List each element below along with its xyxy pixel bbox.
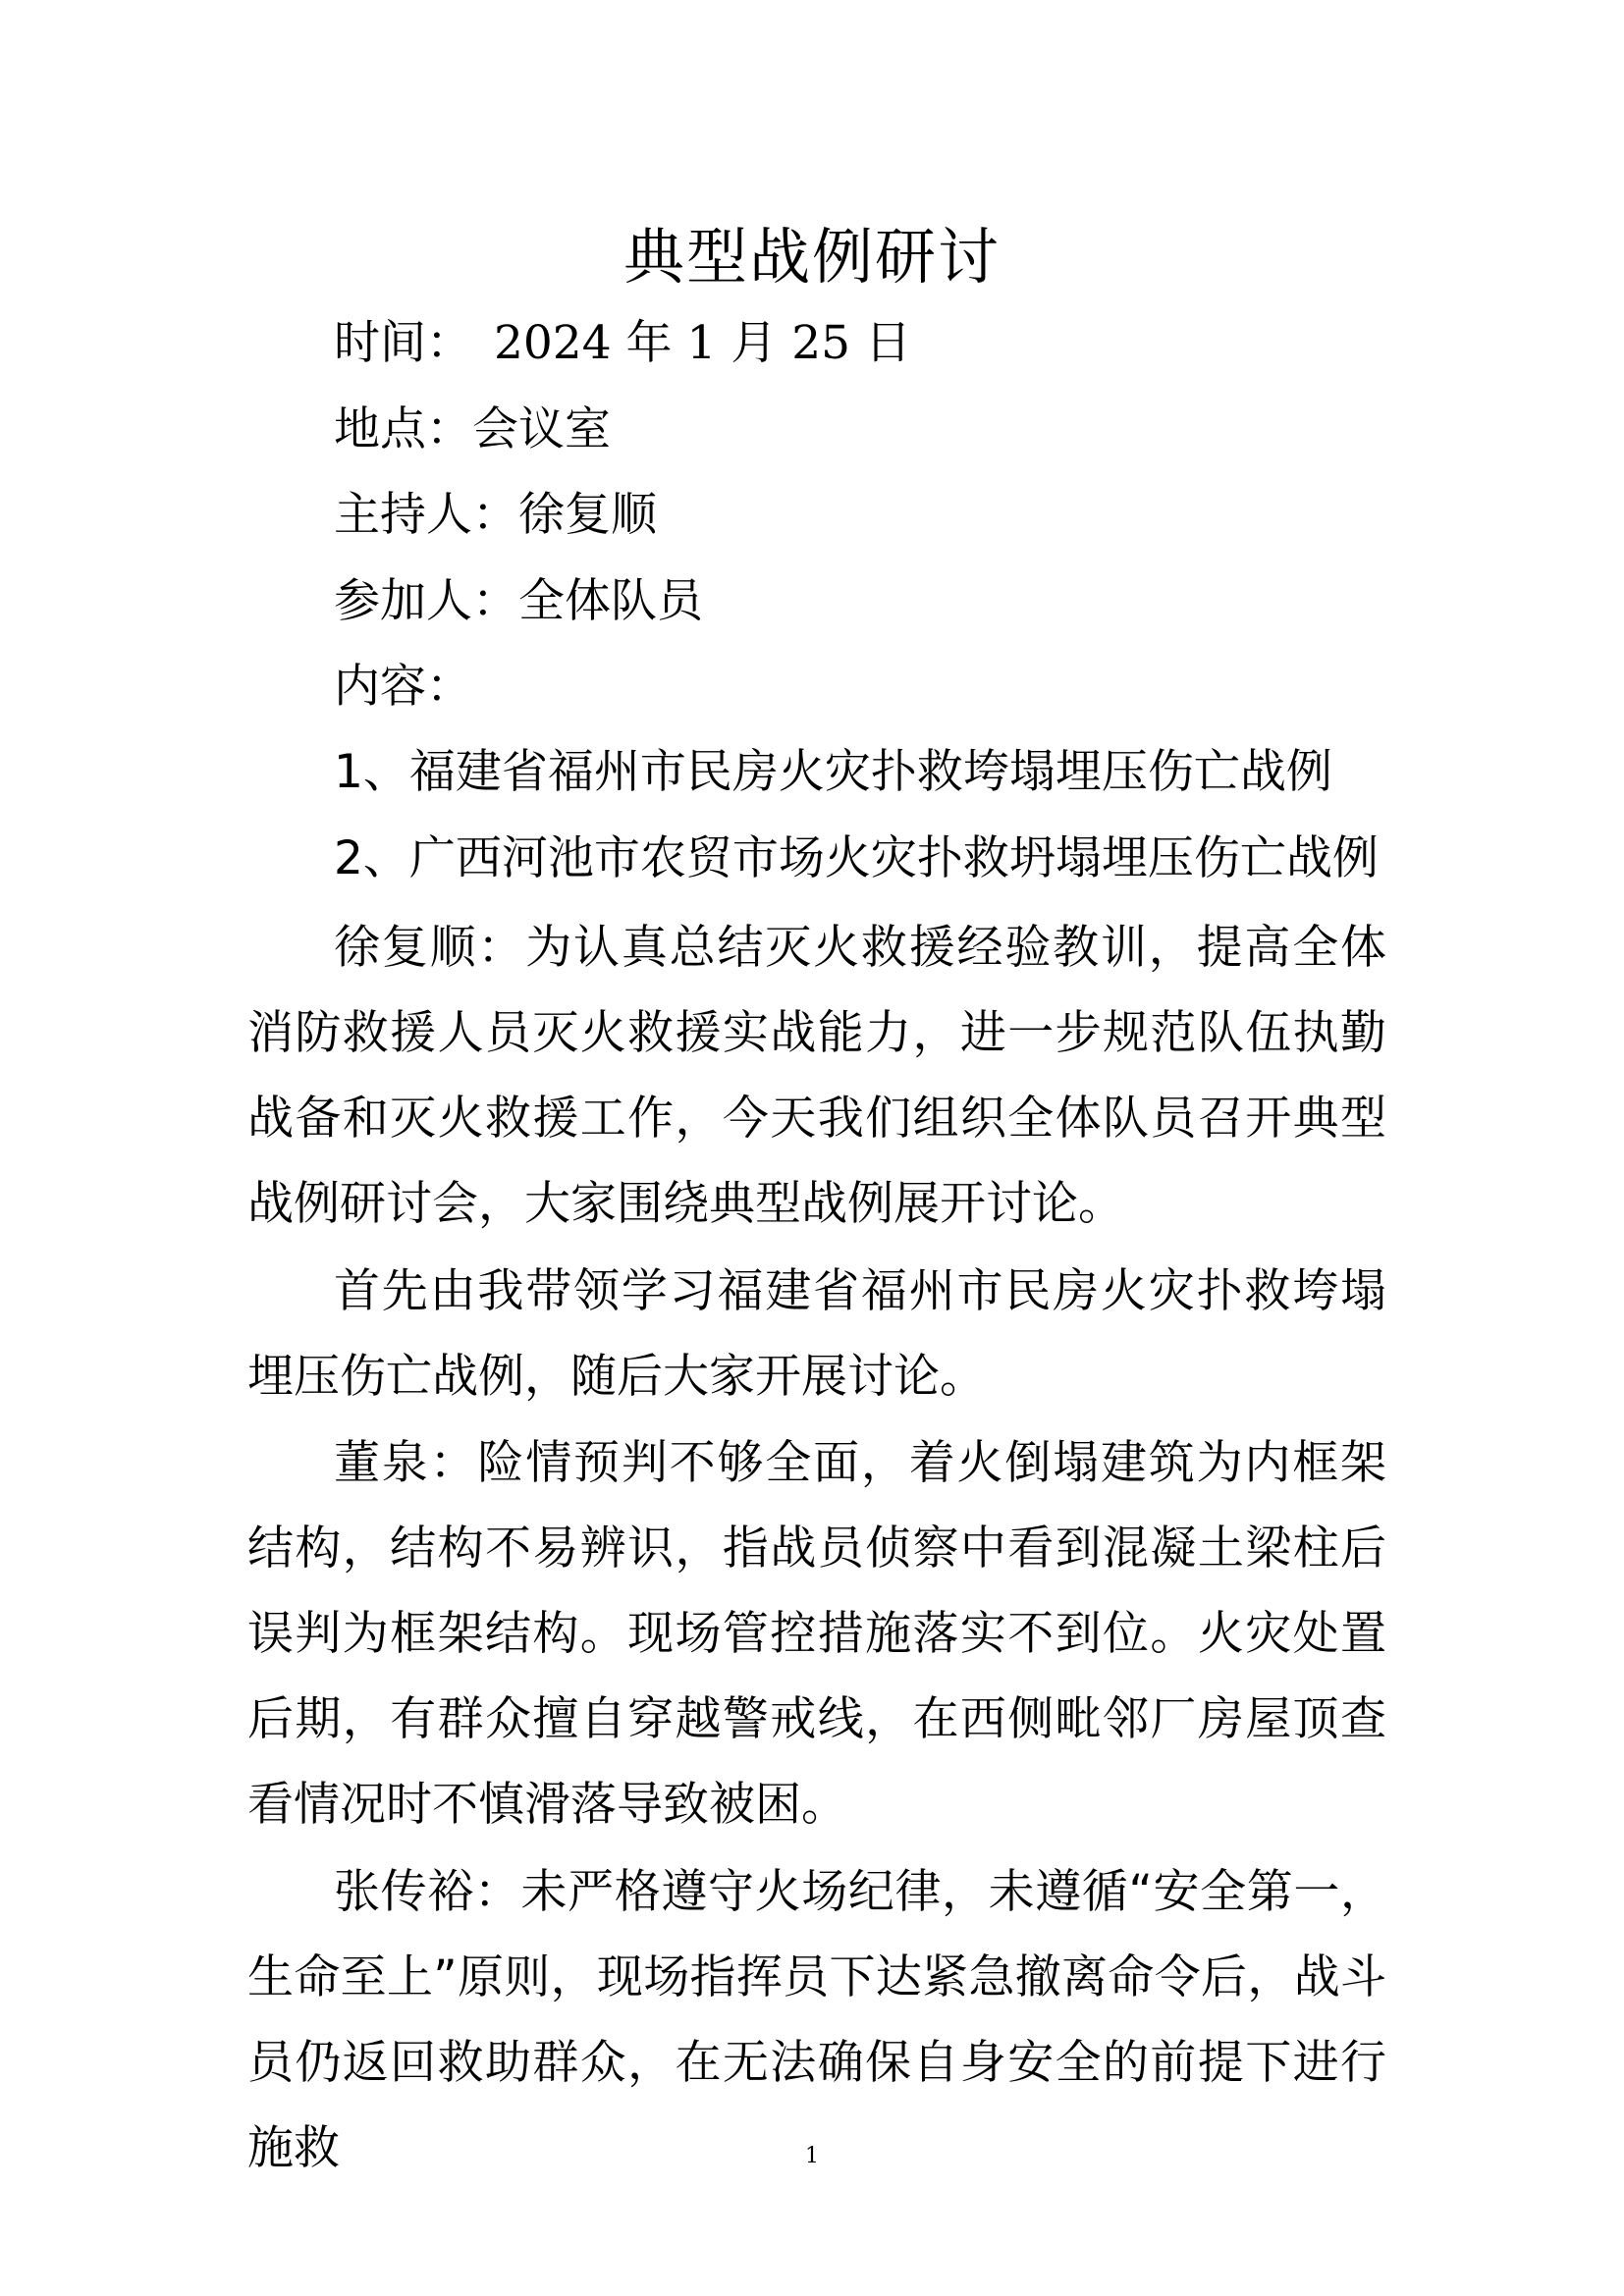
paragraph-study: 首先由我带领学习福建省福州市民房火灾扑救垮塌埋压伤亡战例，随后大家开展讨论。 — [247, 1264, 1386, 1404]
paragraph-dong-quan: 董泉：险情预判不够全面，着火倒塌建筑为内框架结构，结构不易辨识，指战员侦察中看到混凝土梁柱后误判为框架结构。现场管控措施落实不到位。火灾处置后期，有群众擅自穿越警戒线，在西侧毗邻厂房屋顶查看情况时不慎滑落导致被困。 — [247, 1436, 1386, 1832]
host-label: 主持人： — [334, 488, 518, 542]
meeting-place — [334, 400, 611, 459]
time-value: 2024 年 1 月 25 日 — [494, 316, 912, 370]
content-item-2: 2、广西河池市农贸市场火灾扑救坍塌埋压伤亡战例 — [334, 831, 1379, 885]
meeting-attendees — [334, 572, 703, 631]
content-item-1: 1、福建省福州市民房火灾扑救垮塌埋压伤亡战例 — [334, 745, 1332, 799]
place-label: 地点： — [334, 402, 472, 456]
paragraph-zhang-chuanyu: 张传裕：未严格遵守火场纪律，未遵循“安全第一，生命至上”原则，现场指挥员下达紧急撤离命令后，战斗员仍返回救助群众，在无法确保自身安全的前提下进行施救 — [247, 1865, 1386, 2175]
attendees-label: 参加人： — [334, 574, 518, 628]
time-label: 时间： — [334, 316, 472, 370]
attendees-value: 全体队员 — [518, 574, 703, 628]
document-title: 典型战例研讨 — [623, 221, 1001, 293]
place-value: 会议室 — [472, 402, 611, 456]
meeting-time — [334, 314, 911, 373]
meeting-content-label: 内容： — [334, 660, 472, 714]
page-number: 1 — [805, 2144, 819, 2168]
meeting-host — [334, 486, 657, 545]
host-value: 徐复顺 — [518, 488, 657, 542]
paragraph-opening: 徐复顺：为认真总结灭火救援经验教训，提高全体消防救援人员灭火救援实战能力，进一步规范队伍执勤战备和灭火救援工作，今天我们组织全体队员召开典型战例研讨会，大家围绕典型战例展开讨论。 — [247, 921, 1386, 1231]
